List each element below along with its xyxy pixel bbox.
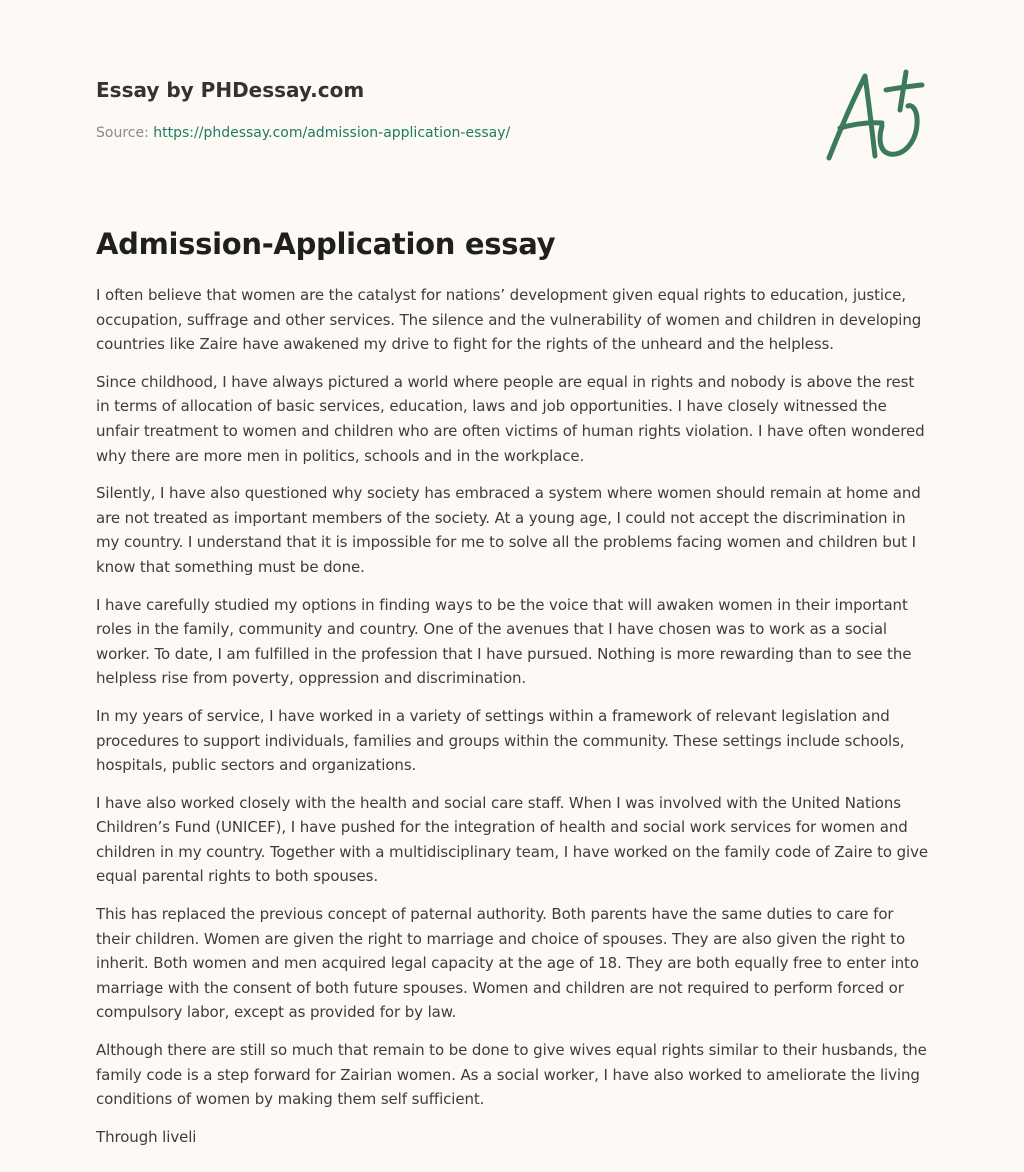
essay-paragraph: Although there are still so much that remain to be done to give wives equal rights similar to their husbands, the family code is a step forward for Zairian women. As a social worker, I have also worked to ameliorate the living conditions of women by making them self sufficient. (96, 1041, 927, 1109)
a-plus-logo-icon (820, 64, 930, 168)
essay-paragraph: Since childhood, I have always pictured a world where people are equal in rights and nobody is above the rest in terms of allocation of basic services, education, laws and job opportunities. I have closely witnessed the unfair treatment to women and children who are often victims of human rights violation. I have often wondered why there are more men in politics, schools and in the workplace. (96, 372, 925, 465)
source-label: Source: (96, 125, 154, 141)
essay-paragraph: This has replaced the previous concept of paternal authority. Both parents have the same duties to care for their children. Women are given the right to marriage and choice of spouses. They are also given the right to inherit. Both women and men acquired legal capacity at the age of 18. They are both equally free to enter into marriage with the consent of both future spouses. Women and children are not required to perform forced or compulsory labor, except as provided for by law. (96, 905, 919, 1022)
essay-paragraph: I have carefully studied my options in finding ways to be the voice that will awaken women in their important roles in the family, community and country. One of the avenues that I have chosen was to work as a social worker. To date, I am fulfilled in the profession that I have pursued. Nothing is more rewarding than to see the helpless rise from poverty, oppression and discrimination. (96, 595, 912, 688)
essay-paragraph: Silently, I have also questioned why society has embraced a system where women should remain at home and are not treated as important members of the society. At a young age, I could not accept the discrimination in my country. I understand that it is impossible for me to solve all the problems facing women and children but I know that something must be done. (96, 484, 921, 576)
essay-body (96, 283, 932, 1162)
essay-paragraph: I have also worked closely with the health and social care staff. When I was involved with the United Nations Children’s Fund (UNICEF), I have pushed for the integration of health and social work services for women and children in my country. Together with a multidisciplinary team, I have worked on the family code of Zaire to give equal parental rights to both spouses. (96, 793, 929, 886)
essay-title: Admission-Application essay (96, 227, 556, 261)
essay-header (96, 76, 796, 143)
source-link[interactable]: https://phdessay.com/admission-application-essay/ (153, 125, 511, 141)
source-line (96, 123, 796, 143)
essay-paragraph: Through liveli (96, 1127, 197, 1146)
essay-paragraph: I often believe that women are the catalyst for nations’ development given equal rights to education, justice, occupation, suffrage and other services. The silence and the vulnerability of women and children in developing countries like Zaire have awakened my drive to fight for the rights of the unheard and the helpless. (96, 286, 922, 354)
essay-paragraph: In my years of service, I have worked in a variety of settings within a framework of relevant legislation and procedures to support individuals, families and groups within the community. These settings include schools, hospitals, public sectors and organizations. (96, 706, 905, 775)
brand-title: Essay by PHDessay.com (96, 78, 365, 102)
